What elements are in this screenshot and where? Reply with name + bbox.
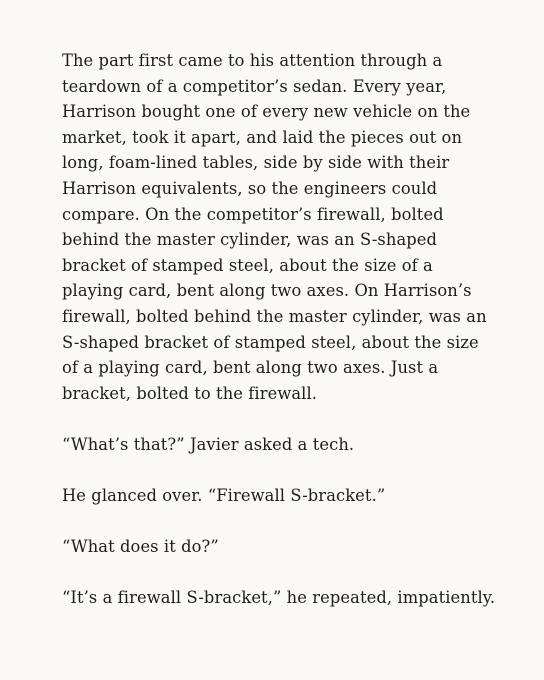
paragraph-5 <box>62 585 496 611</box>
text-line: He glanced over. “Firewall S-bracket.” <box>62 486 386 506</box>
text-line: “It’s a firewall S-bracket,” he repeated, impatiently. <box>62 588 496 608</box>
text-line: The part first came to his attention through a <box>62 51 443 70</box>
text-line: S-shaped bracket of stamped steel, about the size <box>62 332 479 352</box>
paragraph-4 <box>62 534 488 560</box>
text-line: bracket, bolted to the firewall. <box>62 383 318 403</box>
paragraph-1 <box>62 48 488 406</box>
text-line: behind the master cylinder, was an S-shaped <box>62 230 438 250</box>
text-line: market, took it apart, and laid the pieces out on <box>62 127 463 147</box>
text-line: playing card, bent along two axes. On Harrison’s <box>62 281 472 301</box>
text-line: of a playing card, bent along two axes. Just a <box>62 358 439 378</box>
paragraph-2 <box>62 432 488 458</box>
text-line: bracket of stamped steel, about the size of a <box>62 255 433 275</box>
text-line: Harrison equivalents, so the engineers could <box>62 178 438 198</box>
text-line: “What does it do?” <box>62 537 219 557</box>
paragraph-3 <box>62 483 488 509</box>
text-line: compare. On the competitor’s firewall, bolted <box>62 204 444 224</box>
text-line: teardown of a competitor’s sedan. Every year, <box>62 76 447 96</box>
text-line: long, foam-lined tables, side by side with their <box>62 153 450 173</box>
text-line: “What’s that?” Javier asked a tech. <box>62 434 355 454</box>
text-line: firewall, bolted behind the master cylinder, was an <box>62 306 487 326</box>
text-line: Harrison bought one of every new vehicle on the <box>62 102 471 122</box>
